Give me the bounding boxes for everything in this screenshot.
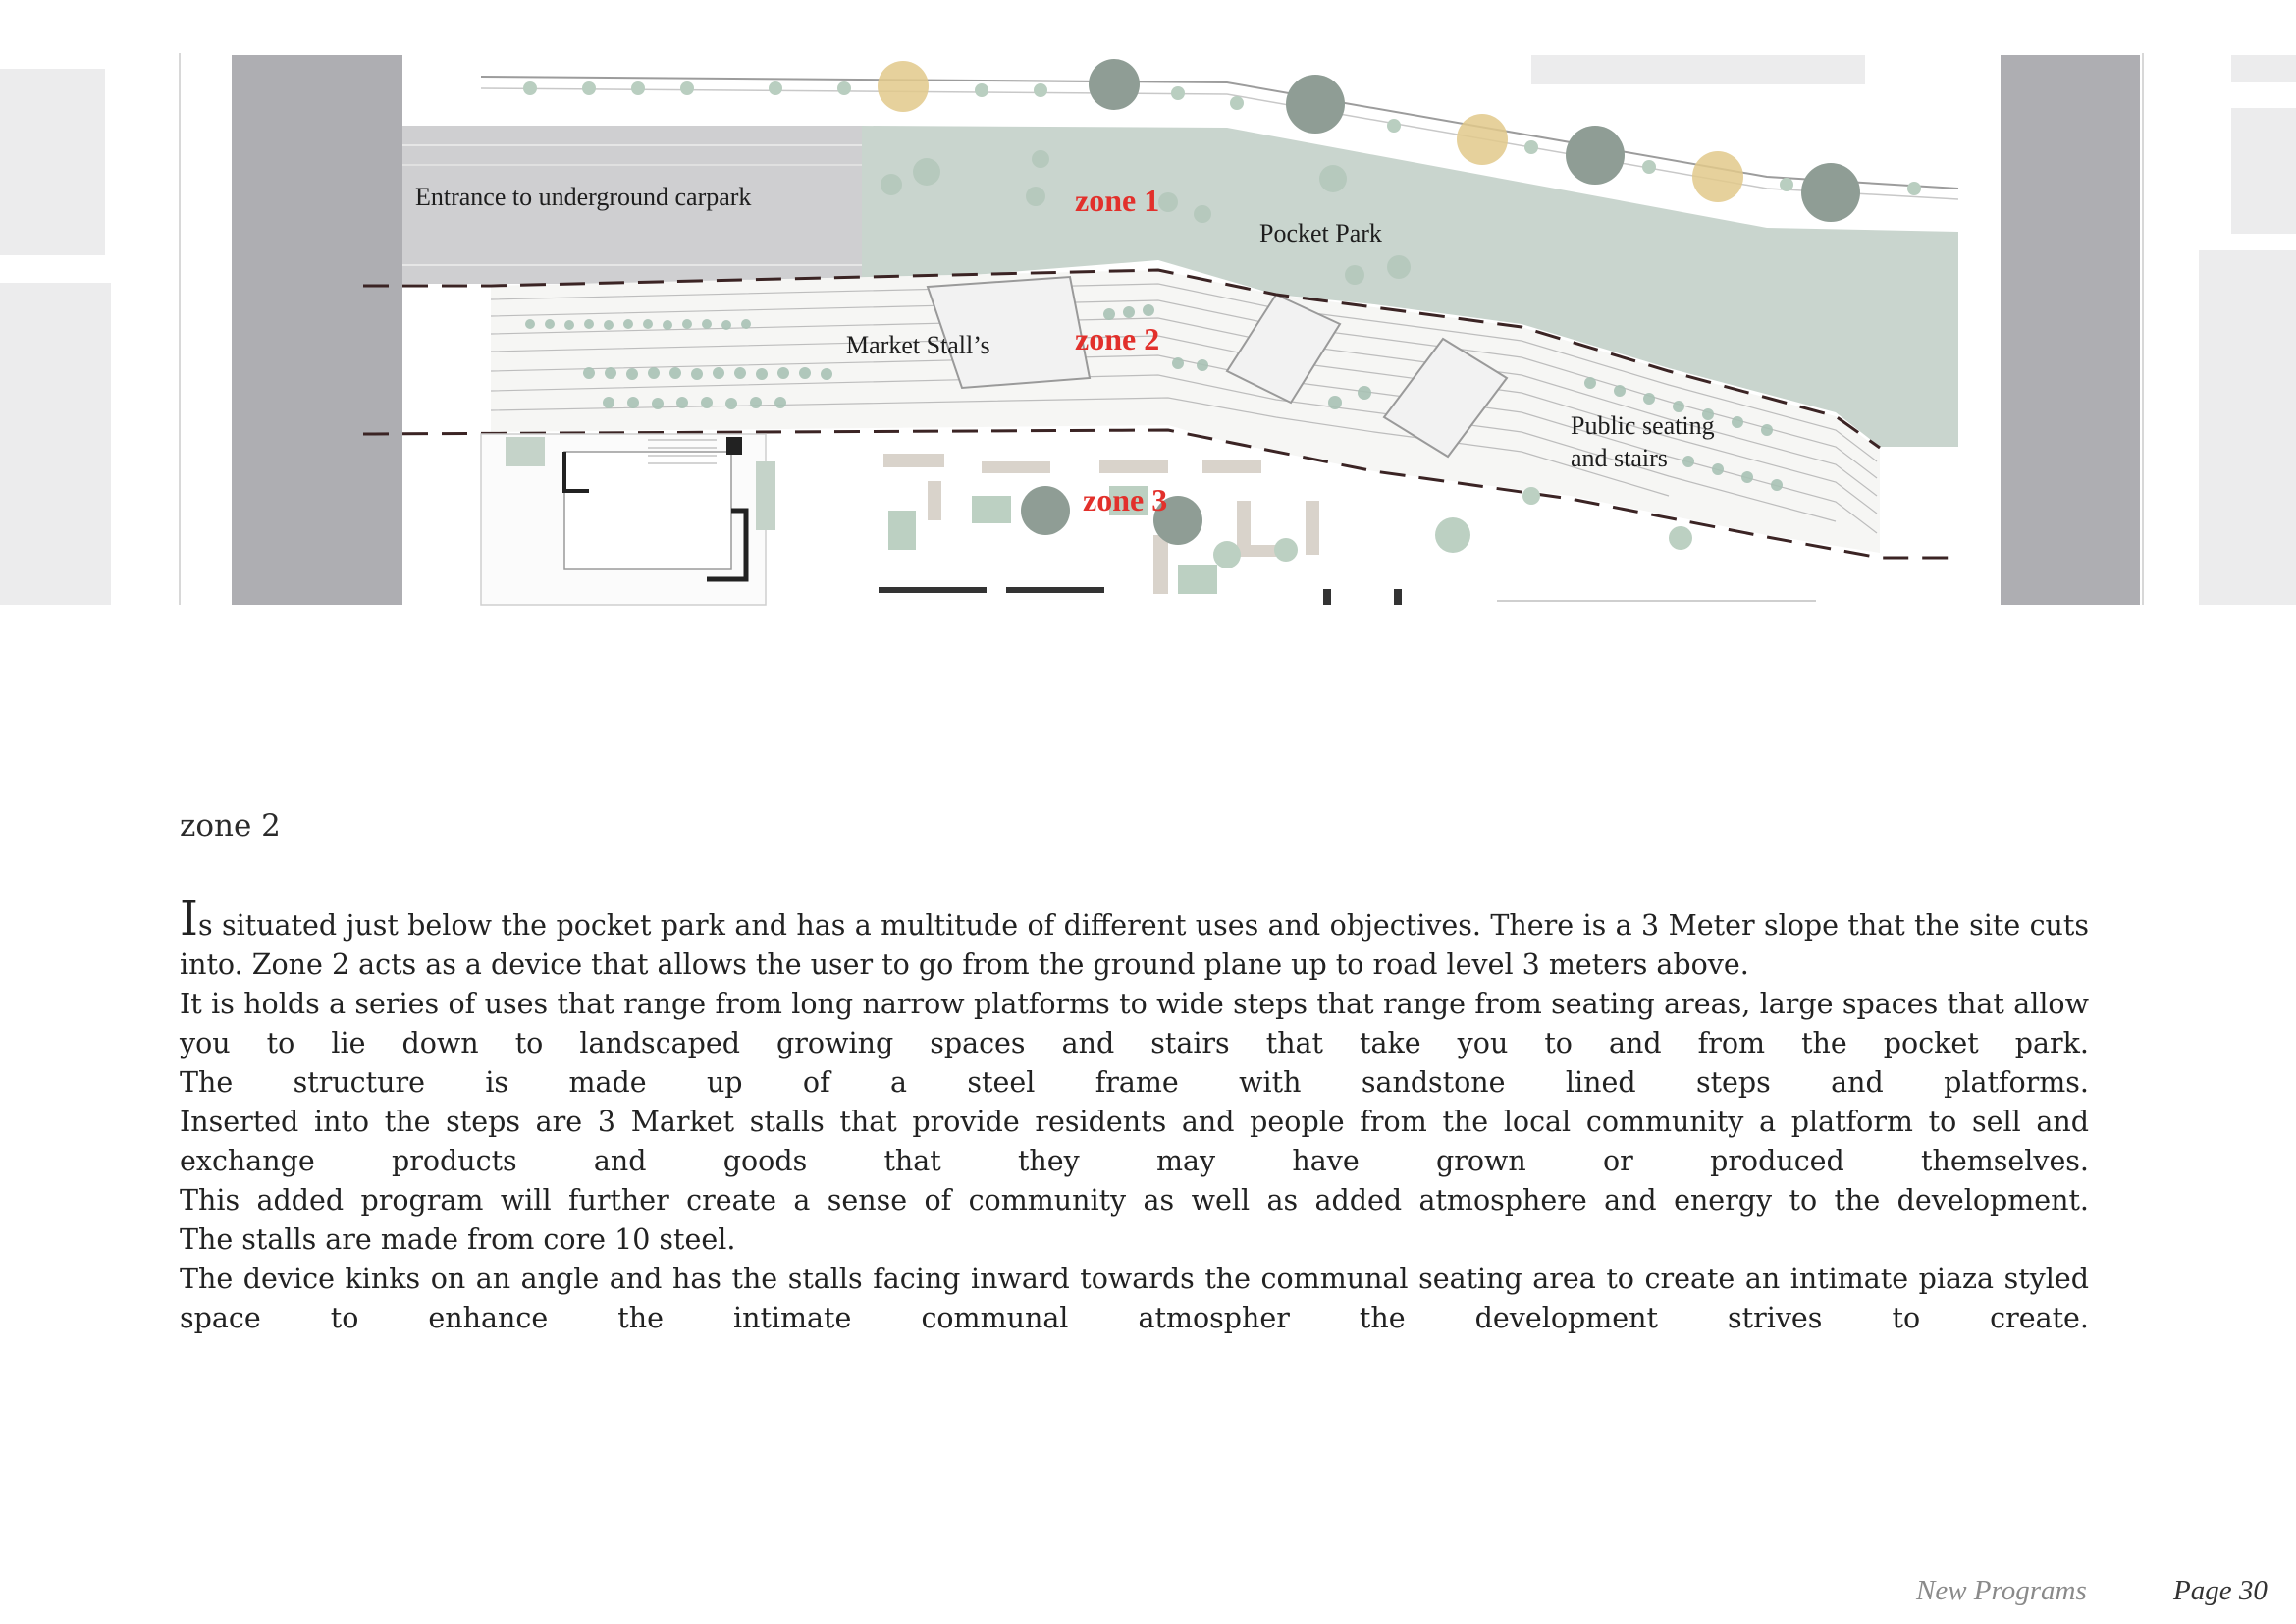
neighbour-block-right-mid <box>2231 108 2296 234</box>
street-tree-3 <box>1566 126 1625 185</box>
label-public-seating-line1: Public seating <box>1571 411 1715 440</box>
label-public-seating-line2: and stairs <box>1571 443 1668 472</box>
page-number: Page 30 <box>2173 1575 2268 1606</box>
paragraph-6: The stalls are made from core 10 steel. <box>180 1223 736 1256</box>
paragraph-1 <box>180 892 2089 985</box>
zone-2-label: zone 2 <box>1075 321 1160 356</box>
paragraph-5: This added program will further create a sense of community as well as added atmosphere and energy to the development. <box>180 1184 2089 1217</box>
paragraph-1-text: s situated just below the pocket park and has a multitude of different uses and objectives. There is a 3 Meter slope that the site cuts into. Zone 2 acts as a device that allows the user to go from the ground plane up to road level 3 meters above. <box>180 909 2089 981</box>
label-carpark-entrance: Entrance to underground carpark <box>415 183 752 211</box>
label-pocket-park: Pocket Park <box>1259 219 1382 247</box>
street-tree-4 <box>1801 163 1860 222</box>
building-band-left <box>232 55 402 605</box>
footer-section-name: New Programs <box>1916 1575 2087 1606</box>
building-band-right <box>2001 55 2140 605</box>
street-tree-2 <box>1286 75 1345 134</box>
label-market-stalls: Market Stall’s <box>846 331 990 359</box>
neighbour-block-right-top <box>2231 55 2296 82</box>
paragraph-4: Inserted into the steps are 3 Market stalls that provide residents and people from the local community a platform to sell and exchange products and goods that they may have grown or produced themselves. <box>180 1106 2089 1177</box>
neighbour-block-top <box>1531 55 1865 84</box>
street-tree-autumn-2 <box>1457 114 1508 165</box>
paragraph-2: It is holds a series of uses that range from long narrow platforms to wide steps that range from seating areas, large spaces that allow you to lie down to landscaped growing spaces and stairs that take you to and from the pocket park. <box>180 988 2089 1059</box>
label-public-seating <box>1571 410 1715 474</box>
paragraph-7: The device kinks on an angle and has the stalls facing inward towards the communal seating area to create an intimate piaza styled space to enhance the intimate communal atmospher the development strives to create. <box>180 1263 2089 1334</box>
zone-1-label: zone 1 <box>1075 183 1160 218</box>
section-title: zone 2 <box>180 808 281 843</box>
street-tree-autumn-1 <box>878 61 929 112</box>
neighbour-block-left-top <box>0 69 105 255</box>
zone3-tree-1 <box>1021 486 1070 535</box>
paragraph-3: The structure is made up of a steel frame with sandstone lined steps and platforms. <box>180 1066 2089 1099</box>
street-tree-autumn-3 <box>1692 151 1743 202</box>
neighbour-block-right-bottom <box>2199 250 2296 605</box>
drop-cap: I <box>180 892 198 947</box>
neighbour-block-left-bottom <box>0 283 111 605</box>
zone-3-label: zone 3 <box>1083 482 1168 517</box>
street-tree-1 <box>1089 59 1140 110</box>
body-text <box>180 892 2089 1338</box>
